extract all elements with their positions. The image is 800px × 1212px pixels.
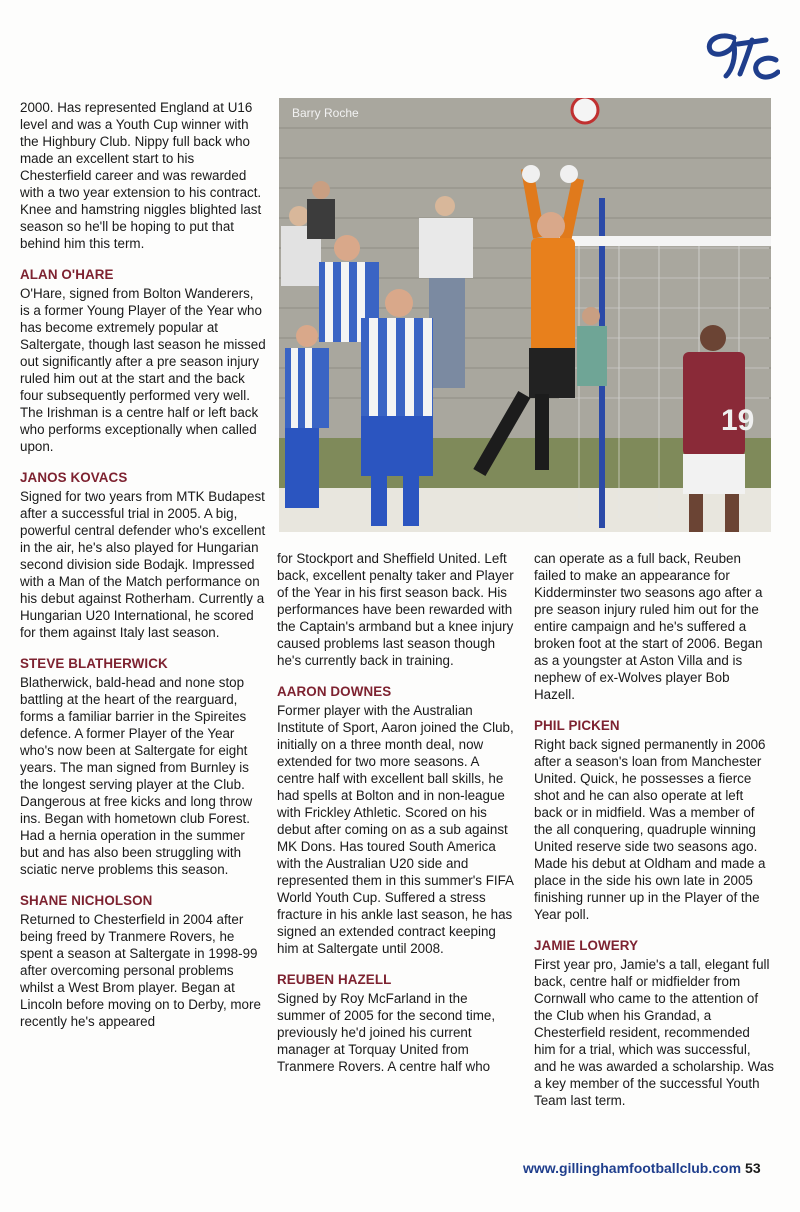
player-bio-steve-blatherwick: Blatherwick, bald-head and none stop battling at the heart of the rearguard, forms a familiar barrier in the Spireites defence. A former Player of the Year who's now been at Saltergate for eight years. The man signed from Burnley is the longest serving player at the Club. Dangerous at free kicks and long throw ins. Began with hometown club Forest. Had a hernia operation in the summer but and has also been struggling with sciatic nerve problems this season.: [20, 675, 253, 877]
player-bio-shane-nicholson: Returned to Chesterfield in 2004 after being freed by Tranmere Rovers, he spent a season at Saltergate in 1998-99 after overcoming personal problems whilst a West Brom player. Began at Lincoln before moving on to Derby, more recently he's appeared: [20, 912, 261, 1029]
page-number: 53: [745, 1160, 761, 1176]
player-name-aaron-downes: AARON DOWNES: [277, 684, 392, 699]
gfc-monogram-icon: [700, 30, 780, 88]
page-footer: [523, 1160, 761, 1176]
player-name-alan-ohare: ALAN O'HARE: [20, 267, 114, 282]
article-column-1: [20, 99, 266, 1044]
continued-paragraph-hazell: can operate as a full back, Reuben failed to make an appearance for Kidderminster two seasons ago after a pre season injury ruled him out for the entire campaign and he's suffered a broken foot at the start of 2006. Began as a youngster at Aston Villa and is nephew of ex-Wolves player Bob Hazell.: [534, 551, 763, 702]
continued-paragraph-nicholson: for Stockport and Sheffield United. Left back, excellent penalty taker and Player of the Year in his first season back. His performances have been rewarded with the Captain's armband but a knee injury caused problems last season though he's currently back in training.: [277, 551, 514, 668]
photo-credit: Barry Roche: [292, 106, 359, 120]
intro-paragraph: 2000. Has represented England at U16 level and was a Youth Cup winner with the Highbury Club. Nippy full back who made an excellent start to his Chesterfield career and was rewarded with a two year extension to his contract. Knee and hamstring niggles blighted last season so he'll be hoping to put that behind him this term.: [20, 100, 262, 251]
player-name-steve-blatherwick: STEVE BLATHERWICK: [20, 656, 168, 671]
player-name-phil-picken: PHIL PICKEN: [534, 718, 620, 733]
player-name-jamie-lowery: JAMIE LOWERY: [534, 938, 639, 953]
club-logo: [700, 30, 780, 88]
player-name-reuben-hazell: REUBEN HAZELL: [277, 972, 392, 987]
player-bio-reuben-hazell: Signed by Roy McFarland in the summer of 2005 for the second time, previously he'd joined his current manager at Torquay United from Tranmere Rovers. A centre half who: [277, 991, 496, 1074]
match-photo: [279, 98, 771, 532]
svg-text:19: 19: [721, 404, 755, 437]
player-bio-alan-ohare: O'Hare, signed from Bolton Wanderers, is a former Young Player of the Year who has become extremely popular at Saltergate, though last season he missed out significantly after a pre season injury ruled him out at the start and the back four subsequently performed very well. The Irishman is a centre half or left back who performs exceptionally when called upon.: [20, 286, 266, 454]
player-name-janos-kovacs: JANOS KOVACS: [20, 470, 128, 485]
article-column-2: [277, 550, 515, 1089]
goalkeeper-save-illustration: [279, 98, 771, 532]
player-bio-phil-picken: Right back signed permanently in 2006 after a season's loan from Manchester United. Quick, he possesses a fierce shot and he can also operate at left back or in midfield. Was a member of the all conquering, quadruple winning United reserve side two seasons ago. Made his debut at Oldham and made a place in the side his own late in 2005 finishing runner up in the Player of the Year poll.: [534, 737, 766, 922]
player-bio-jamie-lowery: First year pro, Jamie's a tall, elegant full back, centre half or midfielder from Cornwall who came to the attention of the Club when his Grandad, a Chesterfield resident, recommended him for a trial, which was successful, and he was awarded a scholarship. Was a key member of the successful Youth Team last term.: [534, 957, 774, 1108]
player-bio-janos-kovacs: Signed for two years from MTK Budapest after a successful trial in 2005. A big, powerful central defender who's excellent in the air, he's also played for Hungarian second division side Bodajk. Impressed with a Man of the Match performance on his debut against Rotherham. Currently a Hungarian U20 International, he scored for them against Italy last season.: [20, 489, 266, 640]
article-column-3: [534, 550, 774, 1123]
website-url[interactable]: www.gillinghamfootballclub.com: [523, 1160, 742, 1176]
player-bio-aaron-downes: Former player with the Australian Institute of Sport, Aaron joined the Club, initially on a three month deal, now extended for two more seasons. A centre half with excellent ball skills, he had spells at Bolton and in non-league with Frickley Athletic. Scored on his debut after coming on as a sub against MK Dons. Has toured South America with the Australian U20 side and represented them in this summer's FIFA World Youth Cup. Suffered a stress fracture in his ankle last season, he has signed an extended contract keeping him at Saltergate until 2008.: [277, 703, 514, 956]
player-name-shane-nicholson: SHANE NICHOLSON: [20, 893, 153, 908]
